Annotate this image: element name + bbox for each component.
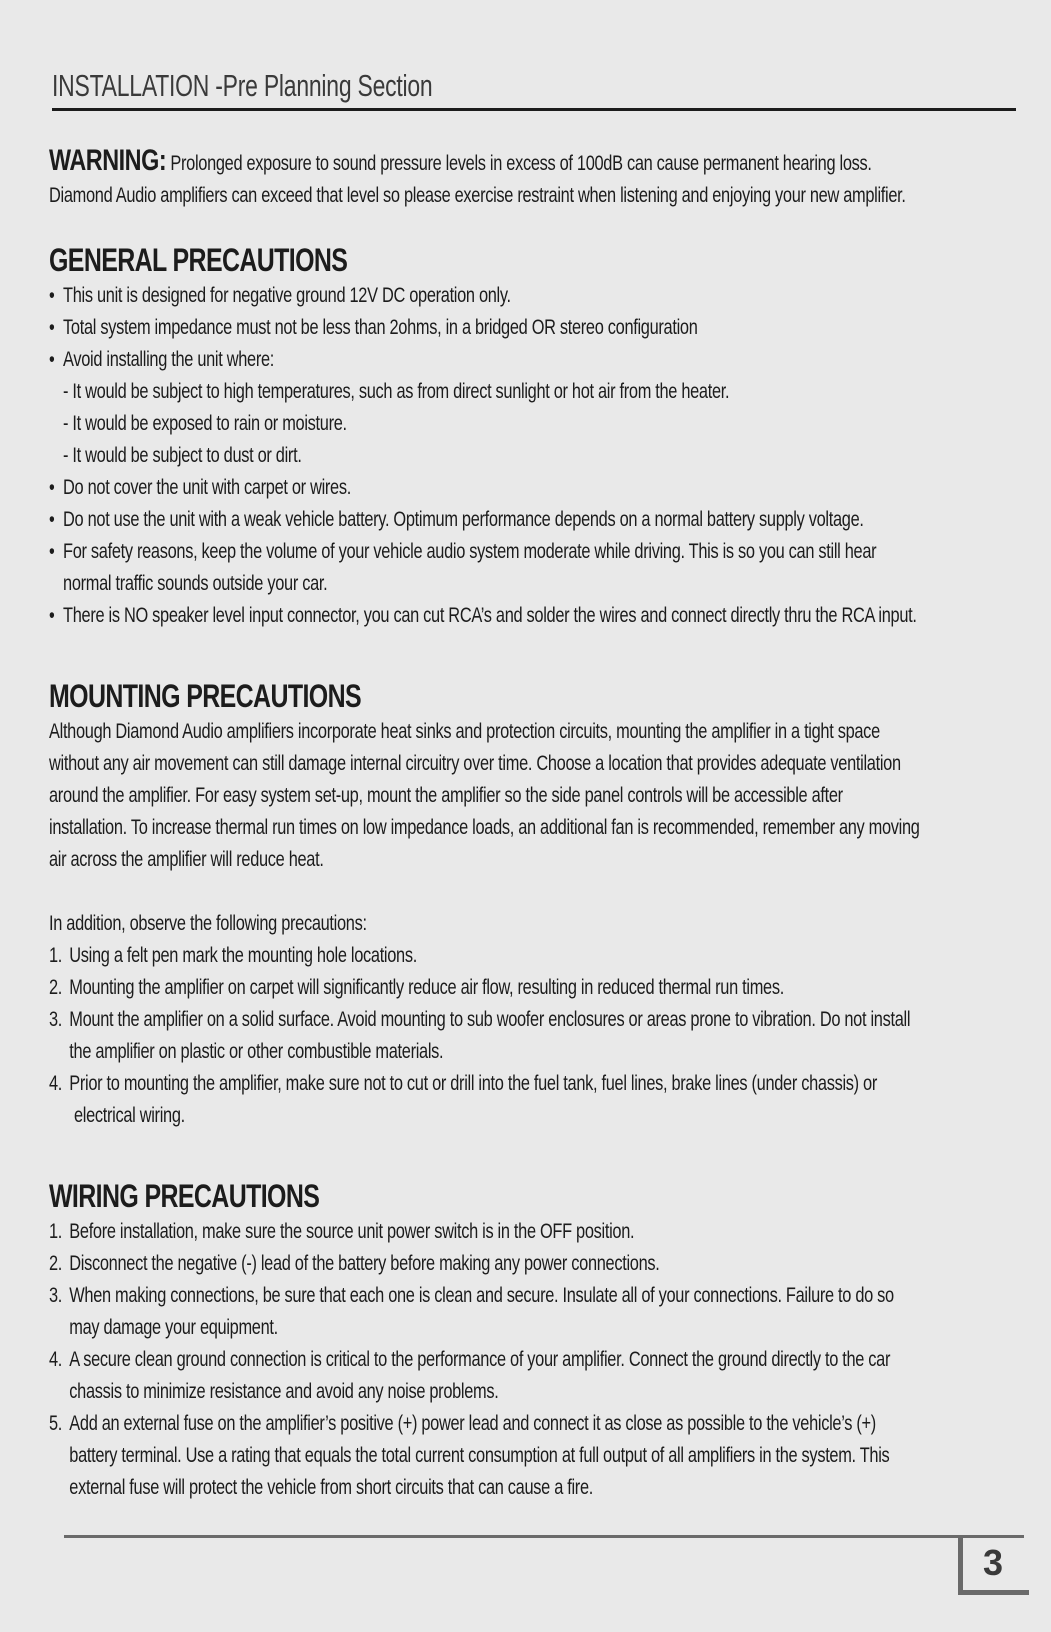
- general-precautions-section: [49, 240, 1051, 632]
- list-item: 1. Using a felt pen mark the mounting hole locations.: [49, 944, 417, 967]
- wiring-precautions-title: WIRING PRECAUTIONS: [49, 1178, 320, 1214]
- mounting-precautions-list: [49, 940, 920, 1132]
- page-number: 3: [983, 1542, 1004, 1583]
- bullet-icon: •: [49, 476, 55, 499]
- list-item: 5. Add an external fuse on the amplifier’s positive (+) power lead and connect it as close as possible to the vehicle’s (+) battery terminal. Use a rating that equals the total current consumption at full output of all amplifiers in the system. This external fuse will protect the vehicle from short circuits that can cause a fire.: [49, 1412, 890, 1499]
- sub-list-item: - It would be exposed to rain or moisture.: [63, 412, 347, 435]
- mounting-precautions-title: MOUNTING PRECAUTIONS: [49, 678, 362, 714]
- mounting-precautions-section: [49, 676, 1051, 1132]
- sub-list-item: - It would be subject to dust or dirt.: [63, 444, 302, 467]
- sub-list-item: - It would be subject to high temperatures, such as from direct sunlight or hot air from the heater.: [63, 380, 730, 403]
- page-title: INSTALLATION -Pre Planning Section: [52, 68, 433, 103]
- general-precautions-list: [49, 280, 917, 632]
- wiring-precautions-section: [49, 1176, 1051, 1504]
- list-item: • Total system impedance must not be less than 2ohms, in a bridged OR stereo configuration: [49, 312, 917, 344]
- mounting-intro: In addition, observe the following precautions:: [49, 912, 367, 935]
- warning-label: WARNING:: [49, 144, 167, 177]
- list-item: 2. Mounting the amplifier on carpet will significantly reduce air flow, resulting in reduced thermal run times.: [49, 976, 784, 999]
- list-item: 2. Disconnect the negative (-) lead of the battery before making any power connections.: [49, 1252, 660, 1275]
- wiring-precautions-list: [49, 1216, 894, 1504]
- bullet-icon: •: [49, 508, 55, 531]
- list-item: 1. Before installation, make sure the source unit power switch is in the OFF position.: [49, 1220, 635, 1243]
- list-item: • Avoid installing the unit where:: [49, 344, 917, 376]
- list-item: • Do not cover the unit with carpet or wires.: [49, 472, 917, 504]
- page-number-box: [958, 1538, 1029, 1595]
- list-item: 4. Prior to mounting the amplifier, make sure not to cut or drill into the fuel tank, fuel lines, brake lines (under chassis) or electrical wiring.: [49, 1072, 877, 1127]
- mounting-paragraph: Although Diamond Audio amplifiers incorporate heat sinks and protection circuits, mounting the amplifier in a tight space without any air movement can still damage internal circuitry over time. Choose a location that provides adequate ventilation around the amplifier. For easy system set-up, mount the amplifier so the side panel controls will be accessible after installation. To increase thermal run times on low impedance loads, an additional fan is recommended, remember any moving air across the amplifier will reduce heat.: [49, 720, 920, 871]
- warning-block: [49, 145, 1051, 212]
- footer-divider: [64, 1535, 1024, 1538]
- bullet-icon: •: [49, 348, 55, 371]
- list-item: 3. When making connections, be sure that each one is clean and secure. Insulate all of your connections. Failure to do so may damage your equipment.: [49, 1284, 894, 1339]
- list-item: • For safety reasons, keep the volume of your vehicle audio system moderate while driving. This is so you can still hear normal traffic sounds outside your car.: [49, 536, 917, 600]
- list-item: 4. A secure clean ground connection is critical to the performance of your amplifier. Connect the ground directly to the car chassis to minimize resistance and avoid any noise problems.: [49, 1348, 891, 1403]
- bullet-icon: •: [49, 316, 55, 339]
- warning-text-line-2: Diamond Audio amplifiers can exceed that level so please exercise restraint when listening and enjoying your new amplifier.: [49, 184, 906, 207]
- general-precautions-title: GENERAL PRECAUTIONS: [49, 242, 348, 278]
- list-item: 3. Mount the amplifier on a solid surface. Avoid mounting to sub woofer enclosures or areas prone to vibration. Do not install the amplifier on plastic or other combustible materials.: [49, 1008, 911, 1063]
- list-item: • This unit is designed for negative ground 12V DC operation only.: [49, 280, 917, 312]
- list-item: • There is NO speaker level input connector, you can cut RCA’s and solder the wires and connect directly thru the RCA input.: [49, 600, 917, 632]
- bullet-icon: •: [49, 540, 55, 563]
- bullet-icon: •: [49, 604, 55, 627]
- bullet-icon: •: [49, 284, 55, 307]
- warning-text-line-1: Prolonged exposure to sound pressure levels in excess of 100dB can cause permanent hearing loss.: [170, 152, 872, 175]
- page-header: [52, 66, 1016, 111]
- list-item: • Do not use the unit with a weak vehicle battery. Optimum performance depends on a normal battery supply voltage.: [49, 504, 917, 536]
